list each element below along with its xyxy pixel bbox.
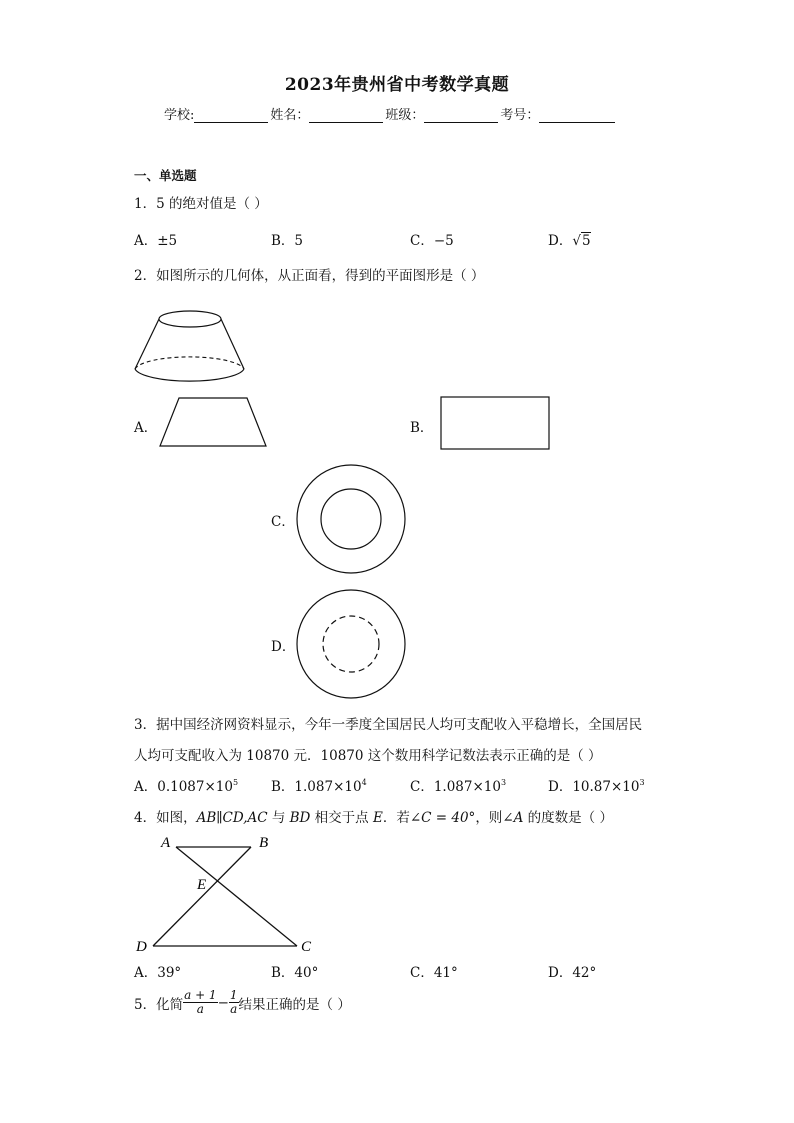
q1-option-d-label: D． <box>548 233 573 249</box>
q3-option-c <box>410 775 506 795</box>
class-label: 班级： <box>385 108 425 123</box>
point-label-d: D <box>136 939 147 955</box>
frustum-base-back <box>135 357 244 369</box>
q5-fraction-1-numerator: a + 1 <box>184 988 217 1002</box>
circle-with-dashed-inner-figure <box>296 589 406 699</box>
q3-option-b-exponent: 4 <box>361 778 367 787</box>
q5-fraction-2-numerator: 1 <box>229 988 238 1002</box>
question-5-text <box>134 989 351 1016</box>
q4-mid-3: ．若 <box>382 810 410 826</box>
q2-option-c: C． <box>271 514 295 530</box>
question-2-text: 2．如图所示的几何体，从正面看，得到的平面图形是（ ） <box>134 268 485 284</box>
point-label-e: E <box>197 877 207 893</box>
q4-math-angle-a: ∠A <box>502 810 524 826</box>
q4-math-angle-c: ∠C = 40° <box>409 810 476 826</box>
name-label: 姓名： <box>270 108 310 123</box>
q4-option-c: C．41° <box>410 965 458 981</box>
frustum-top-ellipse <box>159 311 221 327</box>
sqrt-symbol: √ <box>572 233 581 249</box>
q4-option-a: A．39° <box>134 965 182 981</box>
school-label: 学校: <box>164 108 195 123</box>
q4-option-d: D．42° <box>548 965 597 981</box>
q3-option-b-base: B．1.087×10 <box>271 779 362 795</box>
class-blank <box>424 108 498 123</box>
q5-fraction-2 <box>229 989 239 1016</box>
trapezoid-figure <box>158 396 268 448</box>
q1-option-c: C．−5 <box>410 233 454 249</box>
q1-option-a: A．±5 <box>134 233 178 249</box>
point-label-b: B <box>259 835 269 851</box>
q1-option-d <box>548 229 591 249</box>
point-label-c: C <box>301 939 312 955</box>
q3-option-d-base: D．10.87×10 <box>548 779 640 795</box>
q4-mid-2: 相交于点 <box>310 810 373 826</box>
q5-fraction-2-denominator: a <box>230 1002 238 1016</box>
parallel-lines-figure <box>130 828 330 956</box>
q3-option-c-exponent: 3 <box>500 778 507 787</box>
id-blank <box>539 108 615 123</box>
q3-option-a-base: A．0.1087×10 <box>134 779 233 795</box>
q3-option-a <box>134 775 238 795</box>
section-heading: 一、单选题 <box>134 168 197 183</box>
q5-minus: − <box>217 994 229 1011</box>
q2-option-a: A． <box>134 420 158 436</box>
q4-suffix: 的度数是（ ） <box>523 810 613 826</box>
q5-fraction-1 <box>183 989 217 1016</box>
q4-mid-4: ，则 <box>475 810 503 826</box>
q4-mid-1: 与 <box>267 810 290 826</box>
q4-math-e: E <box>372 810 383 826</box>
q4-math-bd: BD <box>289 810 311 826</box>
q5-suffix: 结果正确的是（ ） <box>238 996 351 1013</box>
q4-option-b: B．40° <box>271 965 319 981</box>
q3-option-c-base: C．1.087×10 <box>410 779 501 795</box>
q3-option-d <box>548 775 645 795</box>
page-title: 2023年贵州省中考数学真题 <box>284 75 510 95</box>
q2-option-d: D． <box>271 639 296 655</box>
concentric-circles-figure <box>296 464 406 574</box>
name-blank <box>309 108 383 123</box>
q1-option-d-value: 5 <box>581 233 591 249</box>
q3-option-d-exponent: 3 <box>639 778 645 787</box>
q1-option-b: B．5 <box>271 233 304 249</box>
point-label-a: A <box>161 835 171 851</box>
q4-math-parallel: AB∥CD,AC <box>196 810 268 826</box>
frustum-base-front <box>135 369 244 381</box>
id-label: 考号： <box>500 108 540 123</box>
student-info-line <box>164 104 617 123</box>
school-blank <box>194 108 268 123</box>
q2-option-b: B． <box>410 420 434 436</box>
q3-option-b <box>271 775 367 795</box>
question-4-text <box>134 806 613 826</box>
q5-prefix: 5．化简 <box>134 996 184 1013</box>
rectangle-figure <box>440 396 550 450</box>
question-1-text: 1．5 的绝对值是（ ） <box>134 196 268 212</box>
question-3-line-1: 3．据中国经济网资料显示，今年一季度全国居民人均可支配收入平稳增长，全国居民 <box>134 717 643 733</box>
question-3-line-2: 人均可支配收入为 10870 元．10870 这个数用科学记数法表示正确的是（ ） <box>134 748 602 764</box>
q4-prefix: 4．如图， <box>134 810 197 826</box>
q5-fraction-1-denominator: a <box>196 1002 204 1016</box>
q3-option-a-exponent: 5 <box>232 778 239 787</box>
frustum-right-edge <box>221 319 244 369</box>
frustum-figure <box>130 305 250 387</box>
